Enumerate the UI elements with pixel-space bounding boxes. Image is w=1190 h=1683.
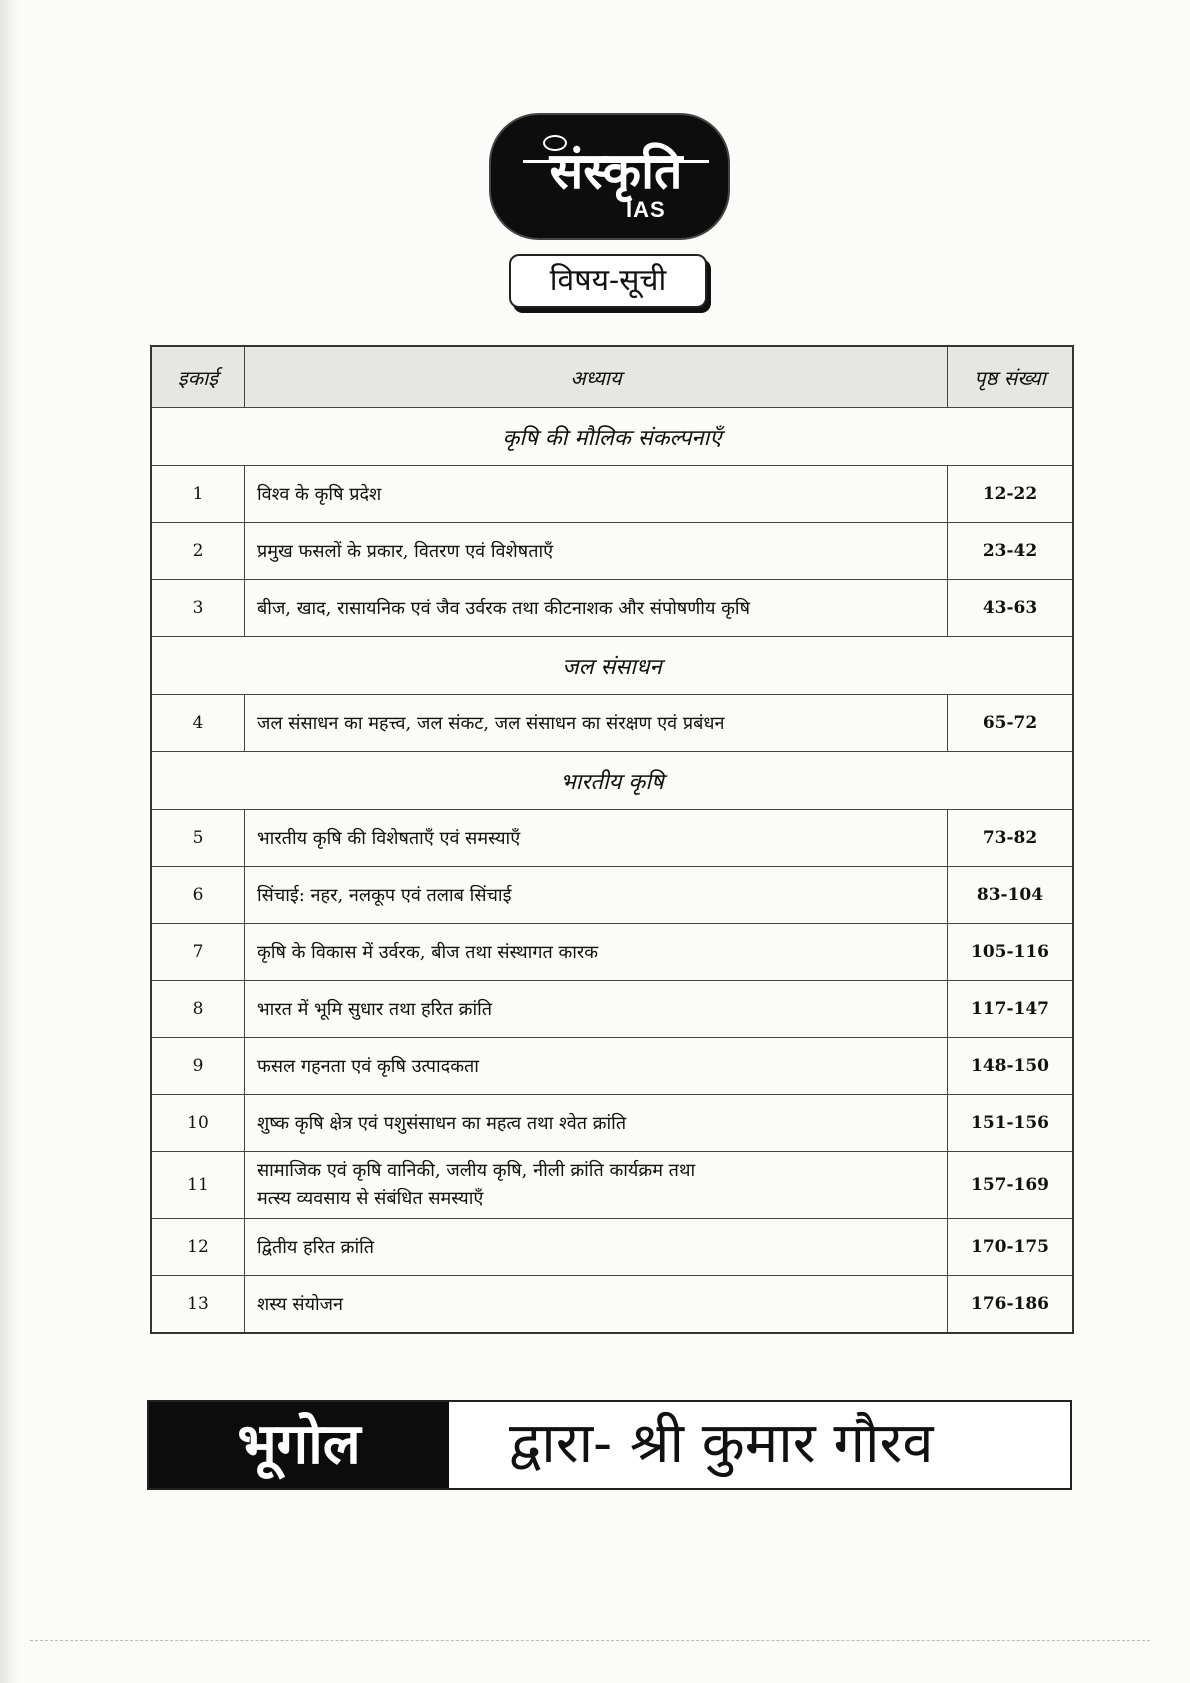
chapter-title-line-1: सामाजिक एवं कृषि वानिकी, जलीय कृषि, नीली क्रांति कार्यक्रम तथा [257,1160,696,1181]
scan-edge-shadow [0,0,22,1683]
section-heading: कृषि की मौलिक संकल्पनाएँ [151,408,1073,466]
chapter-title: भारत में भूमि सुधार तथा हरित क्रांति [245,981,948,1038]
header-chapter: अध्याय [245,346,948,408]
page-range: 23-42 [948,523,1074,580]
table-header-row [151,346,1073,408]
chapter-title: फसल गहनता एवं कृषि उत्पादकता [245,1038,948,1095]
footer-banner [147,1400,1072,1490]
unit-number: 13 [151,1276,245,1334]
logo-headline-stroke [523,160,709,163]
header-unit: इकाई [151,346,245,408]
table-row [151,810,1073,867]
section-heading-row [151,408,1073,466]
section-heading-row [151,752,1073,810]
unit-number: 9 [151,1038,245,1095]
page-range: 176-186 [948,1276,1074,1334]
table-row [151,1152,1073,1219]
subject-label: भूगोल [149,1402,449,1488]
header-page: पृष्ठ संख्या [948,346,1074,408]
page-range: 12-22 [948,466,1074,523]
chapter-title: शुष्क कृषि क्षेत्र एवं पशुसंसाधन का महत्व तथा श्वेत क्रांति [245,1095,948,1152]
chapter-title: जल संसाधन का महत्त्व, जल संकट, जल संसाधन का संरक्षण एवं प्रबंधन [245,695,948,752]
table-row [151,1095,1073,1152]
table-row [151,1276,1073,1334]
bottom-scan-line [30,1640,1150,1641]
page-range: 65-72 [948,695,1074,752]
logo-suffix: IAS [626,197,666,222]
logo-word: संस्कृति [549,141,683,200]
chapter-title: बीज, खाद, रासायनिक एवं जैव उर्वरक तथा कीटनाशक और संपोषणीय कृषि [245,580,948,637]
table-row [151,867,1073,924]
unit-number: 7 [151,924,245,981]
sanskriti-ias-logo [489,113,730,240]
section-heading-row [151,637,1073,695]
table-row [151,981,1073,1038]
table-row [151,695,1073,752]
table-row [151,1219,1073,1276]
unit-number: 1 [151,466,245,523]
table-row [151,466,1073,523]
chapter-title: विश्व के कृषि प्रदेश [245,466,948,523]
contents-table [150,345,1074,1334]
chapter-title: भारतीय कृषि की विशेषताएँ एवं समस्याएँ [245,810,948,867]
unit-number: 2 [151,523,245,580]
page-title: विषय-सूची [509,254,707,308]
chapter-title: द्वितीय हरित क्रांति [245,1219,948,1276]
page-range: 170-175 [948,1219,1074,1276]
page-range: 83-104 [948,867,1074,924]
unit-number: 12 [151,1219,245,1276]
unit-number: 5 [151,810,245,867]
section-heading: जल संसाधन [151,637,1073,695]
author-credit: द्वारा- श्री कुमार गौरव [449,1402,1070,1488]
page-range: 105-116 [948,924,1074,981]
page-range: 73-82 [948,810,1074,867]
chapter-title-line-2: मत्स्य व्यवसाय से संबंधित समस्याएँ [257,1188,484,1209]
chapter-title: सिंचाई: नहर, नलकूप एवं तलाब सिंचाई [245,867,948,924]
chapter-title [245,1152,948,1219]
page-range: 148-150 [948,1038,1074,1095]
page-range: 151-156 [948,1095,1074,1152]
unit-number: 6 [151,867,245,924]
page-range: 157-169 [948,1152,1074,1219]
unit-number: 10 [151,1095,245,1152]
table-row [151,924,1073,981]
table-row [151,523,1073,580]
unit-number: 3 [151,580,245,637]
page-range: 43-63 [948,580,1074,637]
unit-number: 4 [151,695,245,752]
unit-number: 8 [151,981,245,1038]
table-row [151,580,1073,637]
table-row [151,1038,1073,1095]
chapter-title: शस्य संयोजन [245,1276,948,1334]
page-range: 117-147 [948,981,1074,1038]
chapter-title: प्रमुख फसलों के प्रकार, वितरण एवं विशेषताएँ [245,523,948,580]
unit-number: 11 [151,1152,245,1219]
chapter-title: कृषि के विकास में उर्वरक, बीज तथा संस्थागत कारक [245,924,948,981]
section-heading: भारतीय कृषि [151,752,1073,810]
